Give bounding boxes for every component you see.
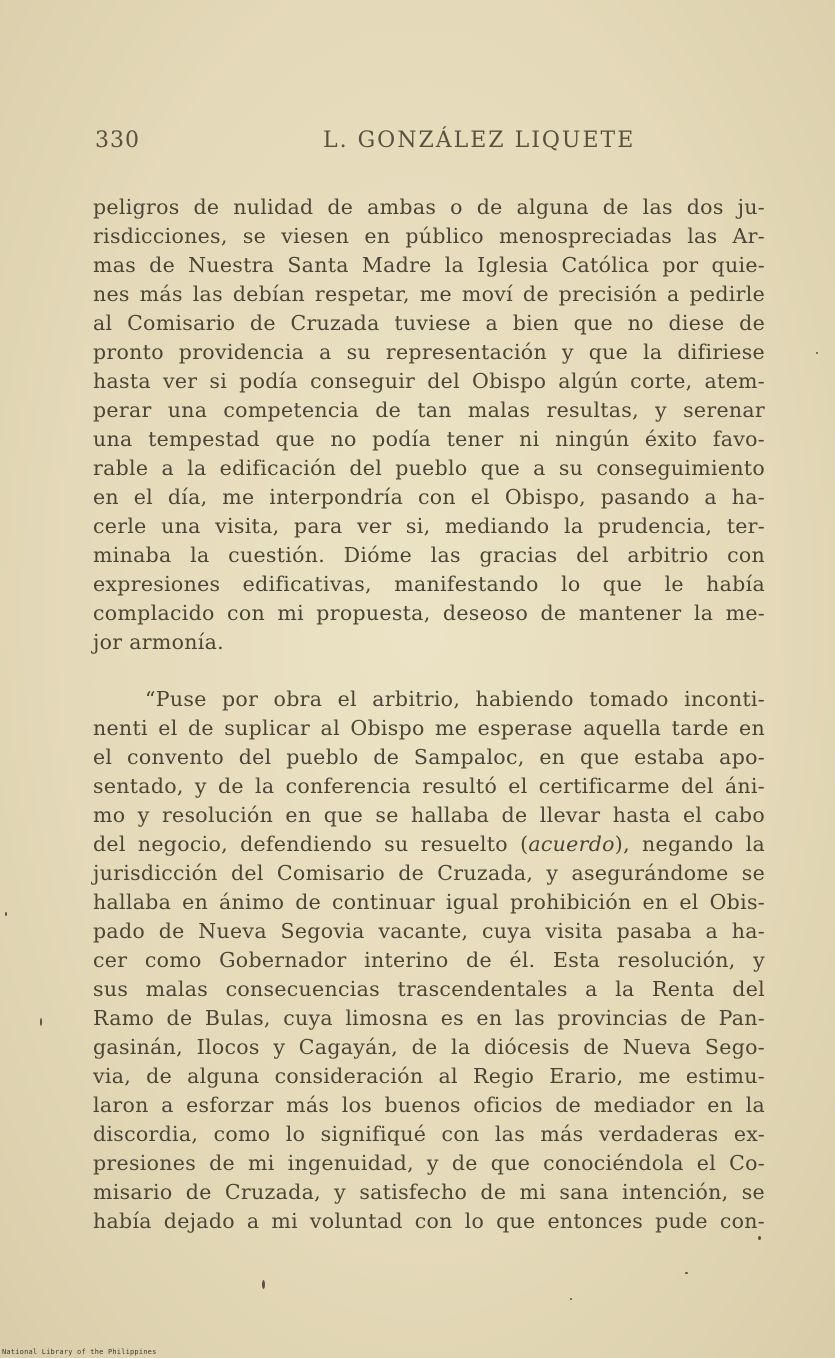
library-credit: National Library of the Philippines (2, 1348, 157, 1356)
text-line: minaba la cuestión. Dióme las gracias del arbitrio con (93, 543, 765, 567)
text-line: cer como Gobernador interino de él. Esta resolución, y (93, 948, 765, 972)
ink-speck (816, 352, 818, 354)
italic-word: acuerdo (528, 832, 615, 856)
text-line: había dejado a mi voluntad con lo que entonces pude con- (93, 1209, 765, 1233)
ink-speck (262, 1280, 265, 1289)
text-line: del negocio, defendiendo su resuelto (acuerdo), negando la (93, 832, 765, 856)
text-line: perar una competencia de tan malas resultas, y serenar (93, 398, 765, 422)
paragraph-gap (93, 657, 765, 685)
text-line: sus malas consecuencias trascendentales a la Renta del (93, 977, 765, 1001)
text-line: mo y resolución en que se hallaba de llevar hasta el cabo (93, 803, 765, 827)
text-line: laron a esforzar más los buenos oficios de mediador en la (93, 1093, 765, 1117)
text-line: pronto providencia a su representación y que la difiriese (93, 340, 765, 364)
text-line: cerle una visita, para ver si, mediando la prudencia, ter- (93, 514, 765, 538)
text-line: discordia, como lo signifiqué con las más verdaderas ex- (93, 1122, 765, 1146)
page-number: 330 (95, 128, 140, 153)
text-line: mas de Nuestra Santa Madre la Iglesia Católica por quie- (93, 253, 765, 277)
ink-speck (758, 1236, 761, 1240)
text-line: jor armonía. (93, 630, 224, 654)
text-line: en el día, me interpondría con el Obispo, pasando a ha- (93, 485, 765, 509)
text-line: rable a la edificación del pueblo que a su conseguimiento (93, 456, 765, 480)
running-head (95, 128, 765, 164)
text-line: una tempestad que no podía tener ni ningún éxito favo- (93, 427, 765, 451)
text-line: hasta ver si podía conseguir del Obispo algún corte, atem- (93, 369, 765, 393)
text-line: “Puse por obra el arbitrio, habiendo tomado inconti- (145, 687, 765, 711)
text-line: nenti el de suplicar al Obispo me esperase aquella tarde en (93, 716, 765, 740)
body-text (93, 193, 765, 1236)
text-line: risdicciones, se viesen en público menospreciadas las Ar- (93, 224, 765, 248)
text-line: Ramo de Bulas, cuya limosna es en las provincias de Pan- (93, 1006, 765, 1030)
text-line: al Comisario de Cruzada tuviese a bien que no diese de (93, 311, 765, 335)
text-line: el convento del pueblo de Sampaloc, en que estaba apo- (93, 745, 765, 769)
text-line: pado de Nueva Segovia vacante, cuya visita pasaba a ha- (93, 919, 765, 943)
ink-speck (570, 1298, 572, 1300)
text-line: hallaba en ánimo de continuar igual prohibición en el Obis- (93, 890, 765, 914)
text-line: expresiones edificativas, manifestando lo que le había (93, 572, 765, 596)
ink-speck (5, 912, 7, 916)
text-line: presiones de mi ingenuidad, y de que conociéndola el Co- (93, 1151, 765, 1175)
paragraph (93, 193, 765, 657)
ink-speck (40, 1018, 42, 1026)
ink-speck (685, 1272, 688, 1274)
text-line: jurisdicción del Comisario de Cruzada, y asegurándome se (93, 861, 765, 885)
text-line: sentado, y de la conferencia resultó el certificarme del áni- (93, 774, 765, 798)
text-line: complacido con mi propuesta, deseoso de mantener la me- (93, 601, 765, 625)
text-line: misario de Cruzada, y satisfecho de mi sana intención, se (93, 1180, 765, 1204)
paragraph (93, 685, 765, 1236)
running-title: L. GONZÁLEZ LIQUETE (323, 128, 636, 153)
text-line: nes más las debían respetar, me moví de precisión a pedirle (93, 282, 765, 306)
text-line: peligros de nulidad de ambas o de alguna de las dos ju- (93, 195, 765, 219)
text-line: via, de alguna consideración al Regio Erario, me estimu- (93, 1064, 765, 1088)
text-line: gasinán, Ilocos y Cagayán, de la diócesis de Nueva Sego- (93, 1035, 765, 1059)
